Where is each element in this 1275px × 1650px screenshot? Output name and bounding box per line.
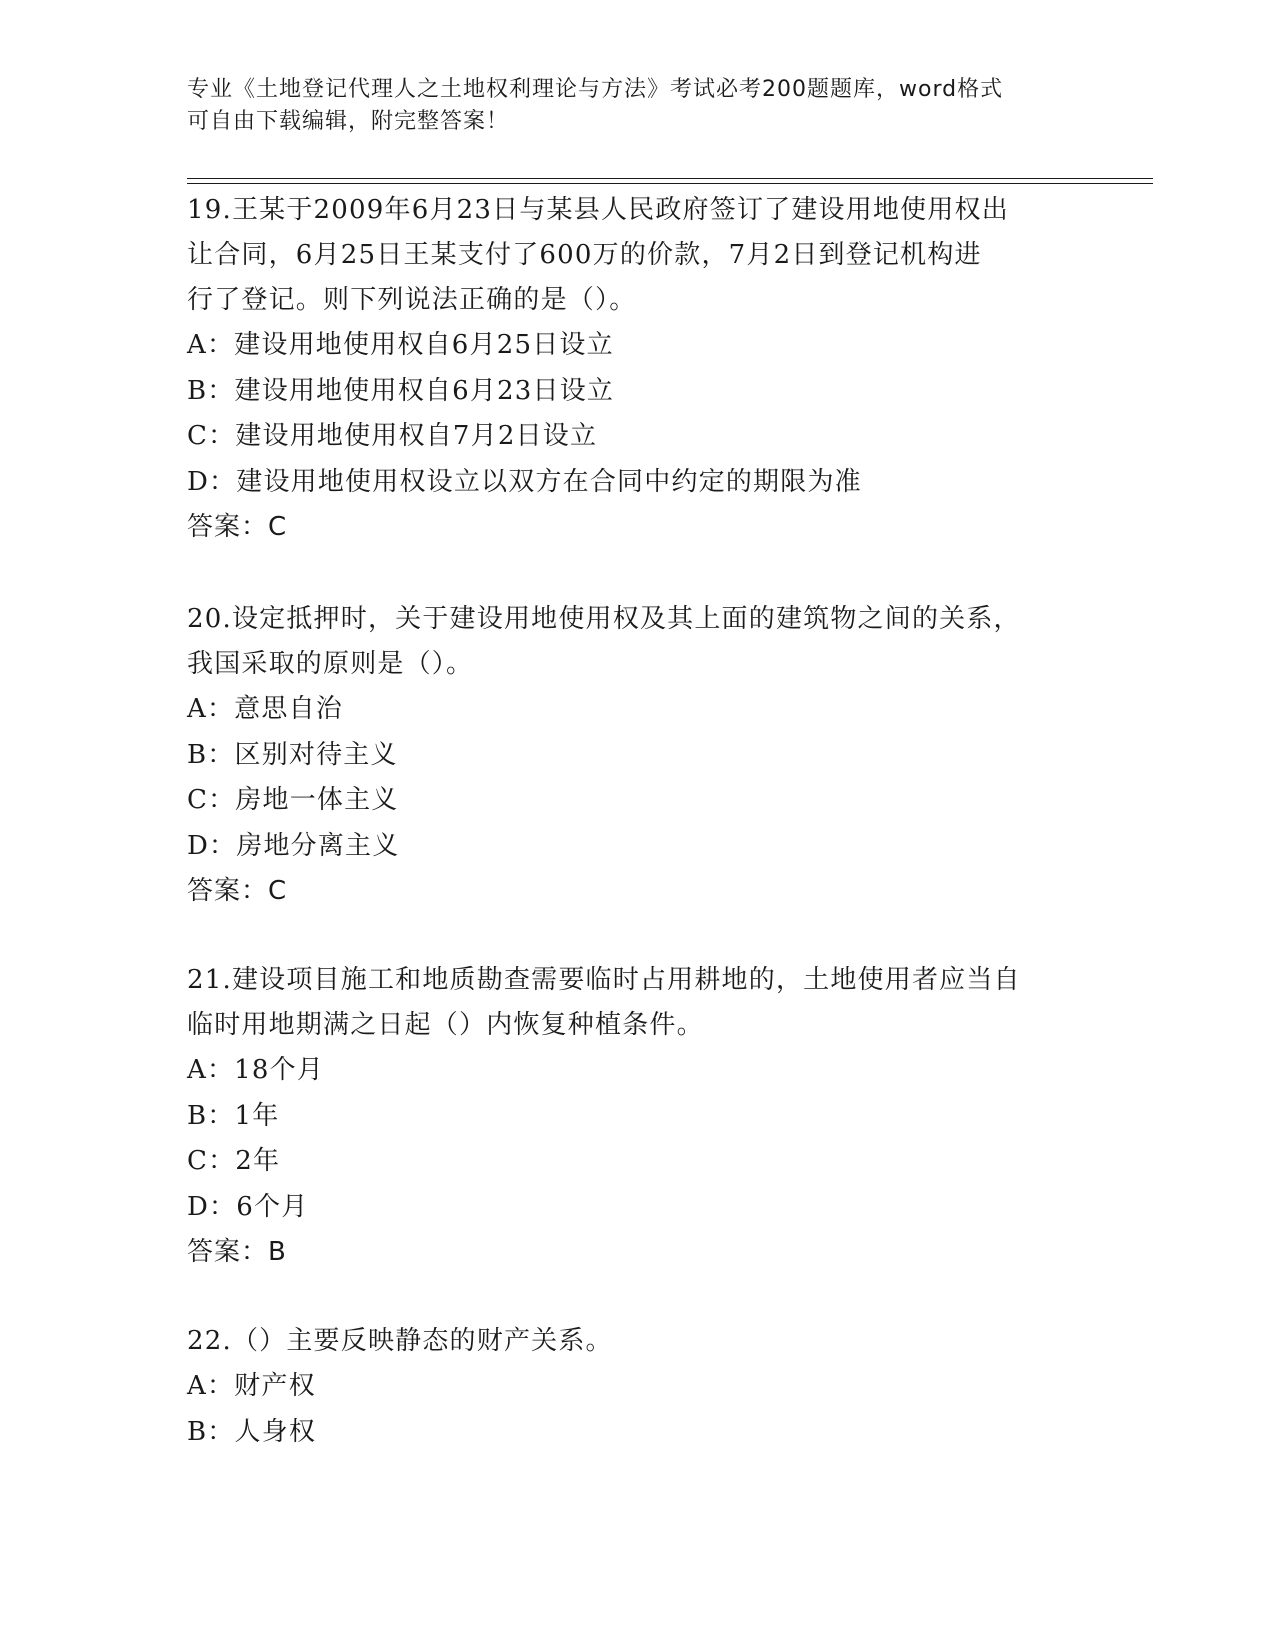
header-line-1: 专业《土地登记代理人之土地权利理论与方法》考试必考200题题库，word格式 [187,77,1004,102]
answer-line: 答案：B [187,1237,287,1267]
question-21 [187,958,1077,1275]
option-d: D：6个月 [187,1191,309,1222]
option-a: A：意思自治 [187,694,343,724]
question-stem-line: 让合同，6月25日王某支付了600万的价款，7月2日到登记机构进 [187,240,982,270]
answer-line: 答案：C [187,512,288,542]
option-a: A：18个月 [187,1055,325,1085]
question-stem-line: 19.王某于2009年6月23日与某县人民政府签订了建设用地使用权出 [187,195,1009,225]
option-c: C：2年 [187,1146,281,1176]
option-c: C：房地一体主义 [187,785,399,815]
header-divider-top [187,178,1153,179]
header-divider-bottom [187,183,1153,184]
question-22 [187,1319,1077,1455]
answer-line: 答案：C [187,876,288,906]
option-b: B：1年 [187,1100,280,1131]
question-stem-line: 21.建设项目施工和地质勘查需要临时占用耕地的，土地使用者应当自 [187,965,1021,995]
option-a: A：建设用地使用权自6月25日设立 [187,330,614,360]
option-c: C：建设用地使用权自7月2日设立 [187,421,598,451]
question-20 [187,597,1077,914]
option-b: B：区别对待主义 [187,739,398,770]
document-header [187,74,1067,138]
question-stem-line: 行了登记。则下列说法正确的是（）。 [187,285,637,315]
question-stem-line: 临时用地期满之日起（）内恢复种植条件。 [187,1010,704,1040]
option-b: B：建设用地使用权自6月23日设立 [187,375,615,406]
option-b: B：人身权 [187,1416,317,1447]
question-stem-line: 22.（）主要反映静态的财产关系。 [187,1326,613,1356]
question-19 [187,188,1077,550]
option-a: A：财产权 [187,1371,316,1401]
question-stem-line: 我国采取的原则是（）。 [187,649,474,679]
header-line-2: 可自由下载编辑，附完整答案！ [187,109,510,134]
option-d: D：建设用地使用权设立以双方在合同中约定的期限为准 [187,466,862,497]
question-stem-line: 20.设定抵押时，关于建设用地使用权及其上面的建筑物之间的关系， [187,604,1021,634]
option-d: D：房地分离主义 [187,830,400,861]
